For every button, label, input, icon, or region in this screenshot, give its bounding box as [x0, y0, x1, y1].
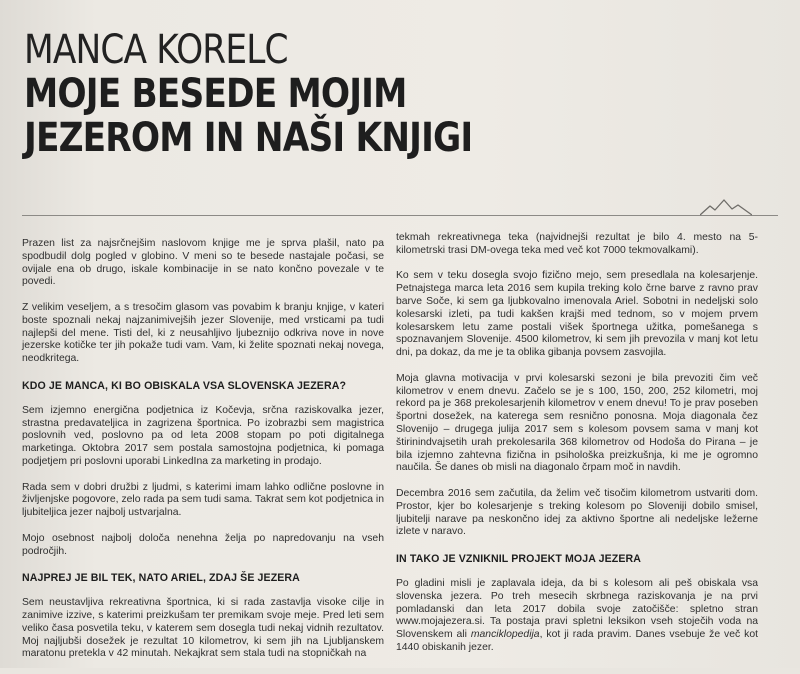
- author-name: MANCA KORELC: [24, 27, 288, 73]
- paragraph: Decembra 2016 sem začutila, da želim več tisočim kilometrom ustvariti dom. Prostor, kjer bo kolesarjenje s treking kolesom po Sloveniji dobilo smisel, ljubitelji narave pa neskončno idej za aktivno športne ali nedeljske ležerne izlete v naravo.: [396, 487, 758, 538]
- text-span: Po gladini misli je zaplavala ideja, da bi s kolesom ali peš obiskala vsa slovenska jezera. Po treh mesecih skrbnega raziskovanja je na prvi pomladanski dan leta 2017 dobila svoje zatočišče: spletno stran www.mojajezera.si. Ta postaja pravi spletni leksikon vseh stoječih voda na Slovenskem ali: [396, 577, 758, 641]
- paragraph: tekmah rekreativnega teka (najvidnejši rezultat je bilo 4. mesto na 5-kilometrski trasi DM-ovega teka med več kot 7000 tekmovalkami).: [396, 232, 758, 256]
- section-heading: IN TAKO JE VZNIKNIL PROJEKT MOJA JEZERA: [396, 553, 642, 566]
- paragraph: [396, 578, 758, 655]
- paragraph: Moja glavna motivacija v prvi kolesarski sezoni je bila prevoziti čim več kilometrov v enem dnevu. Začelo se je s 100, 150, 200, 252 kilometri, moj rekord pa je 368 prekolesarjenih kilometrov v enem dnevu! To je prav poseben športni dosežek, na katerega sem resnično ponosna. Moja diagonala čez Slovenijo – drugega julija 2017 sem s kolesom povsem sama v manj kot štirinindvajsetih urah prekolesarila 368 kilometrov od Hodoša do Pirana – je bila izjemno zahtevna fizična in psihološka preizkušnja, ki me je ogromno naučila. Še danes ob misli na diagonalo črpam moč in navdih.: [396, 372, 758, 474]
- right-column: [396, 232, 758, 668]
- section-heading: NAJPREJ JE BIL TEK, NATO ARIEL, ZDAJ ŠE JEZERA: [22, 572, 300, 585]
- paragraph: Z velikim veseljem, a s tresočim glasom vas povabim k branju knjige, v kateri boste spoznali nekaj najzanimivejših jezer Slovenije, med vrsticami pa tudi najlepši del mene. Tisti del, ki z neusahljivo ljubeznijo odkriva nove in nove jezerske kotičke ter jih pokaže tudi vam. Vam, ki želite spoznati nekaj novega, neodkritega.: [22, 301, 384, 365]
- paragraph: Ko sem v teku dosegla svojo fizično mejo, sem presedlala na kolesarjenje. Petnajstega marca leta 2016 sem kupila treking kolo črne barve z ravno prav barve Soče, ki sem ga ljubkovalno imenovala Ariel. Sobotni in nedeljski solo kolesarski izleti, pa tudi kakšen krajši med tednom, so v mojem prvem kolesarskem letu zame postali višek športnega užitka, pomešanega s spoznavanjem Slovenije. 4500 kilometrov, ki sem jih prevozila v manj kot letu dni, pa dokaz, da me je ta oblika gibanja povsem zasvojila.: [396, 270, 758, 359]
- emphasized-word: manciklopedija: [470, 629, 540, 641]
- paragraph: Sem izjemno energična podjetnica iz Kočevja, srčna raziskovalka jezer, strastna predavateljica in zagrizena športnica. Po izobrazbi sem magistrica poslovnih ved, poslovno pa od leta 2008 stopam po poti digitalnega marketinga. Oktobra 2017 sem postala samostojna podjetnica, ki pomaga podjetjem pri poslovni uporabi LinkedIna za marketing in prodajo.: [22, 404, 384, 467]
- article-header: [24, 28, 784, 160]
- article-title: [24, 72, 678, 160]
- left-column: [22, 238, 384, 674]
- paragraph: Sem neustavljiva rekreativna športnica, ki si rada zastavlja visoke cilje in zanimive izzive, s katerimi preizkušam ter premikam svoje meje. Pred leti sem veliko časa posvetila teku, v katerem sem dosegla tudi nekaj vidnih rezultatov. Moj najljubši dosežek je rezultat 10 kilometrov, ki sem jih na Ljubljanskem maratonu pretekla v 42 minutah. Nekajkrat sem stala tudi na stopničkah na: [22, 597, 384, 660]
- section-heading: KDO JE MANCA, KI BO OBISKALA VSA SLOVENSKA JEZERA?: [22, 379, 347, 392]
- header-divider: [22, 215, 778, 216]
- paragraph: Mojo osebnost najbolj določa nenehna želja po napredovanju na vseh področjih.: [22, 532, 384, 557]
- paragraph: Prazen list za najsrčnejšim naslovom knjige me je sprva plašil, nato pa spodbudil dolg pogled v globino. V meni so te besede nastajale počasi, se ovijale ena ob drugo, iskale kombinacije in se nato končno povezale v te povedi.: [22, 238, 384, 288]
- paragraph: Rada sem v dobri družbi z ljudmi, s katerimi imam lahko odlične poslovne in življenjske pogovore, zelo rada pa sem tudi sama. Takrat sem kot podjetnica in ljubiteljica jezer najbolj ustvarjalna.: [22, 481, 384, 519]
- text-span: , kot ji rada pravim. Danes vsebuje že več kot 1440 obiskanih jezer.: [396, 629, 759, 653]
- title-line: MOJE BESEDE MOJIM: [24, 71, 407, 117]
- title-line: JEZEROM IN NAŠI KNJIGI: [24, 115, 473, 161]
- mountain-peaks-icon: [700, 199, 752, 217]
